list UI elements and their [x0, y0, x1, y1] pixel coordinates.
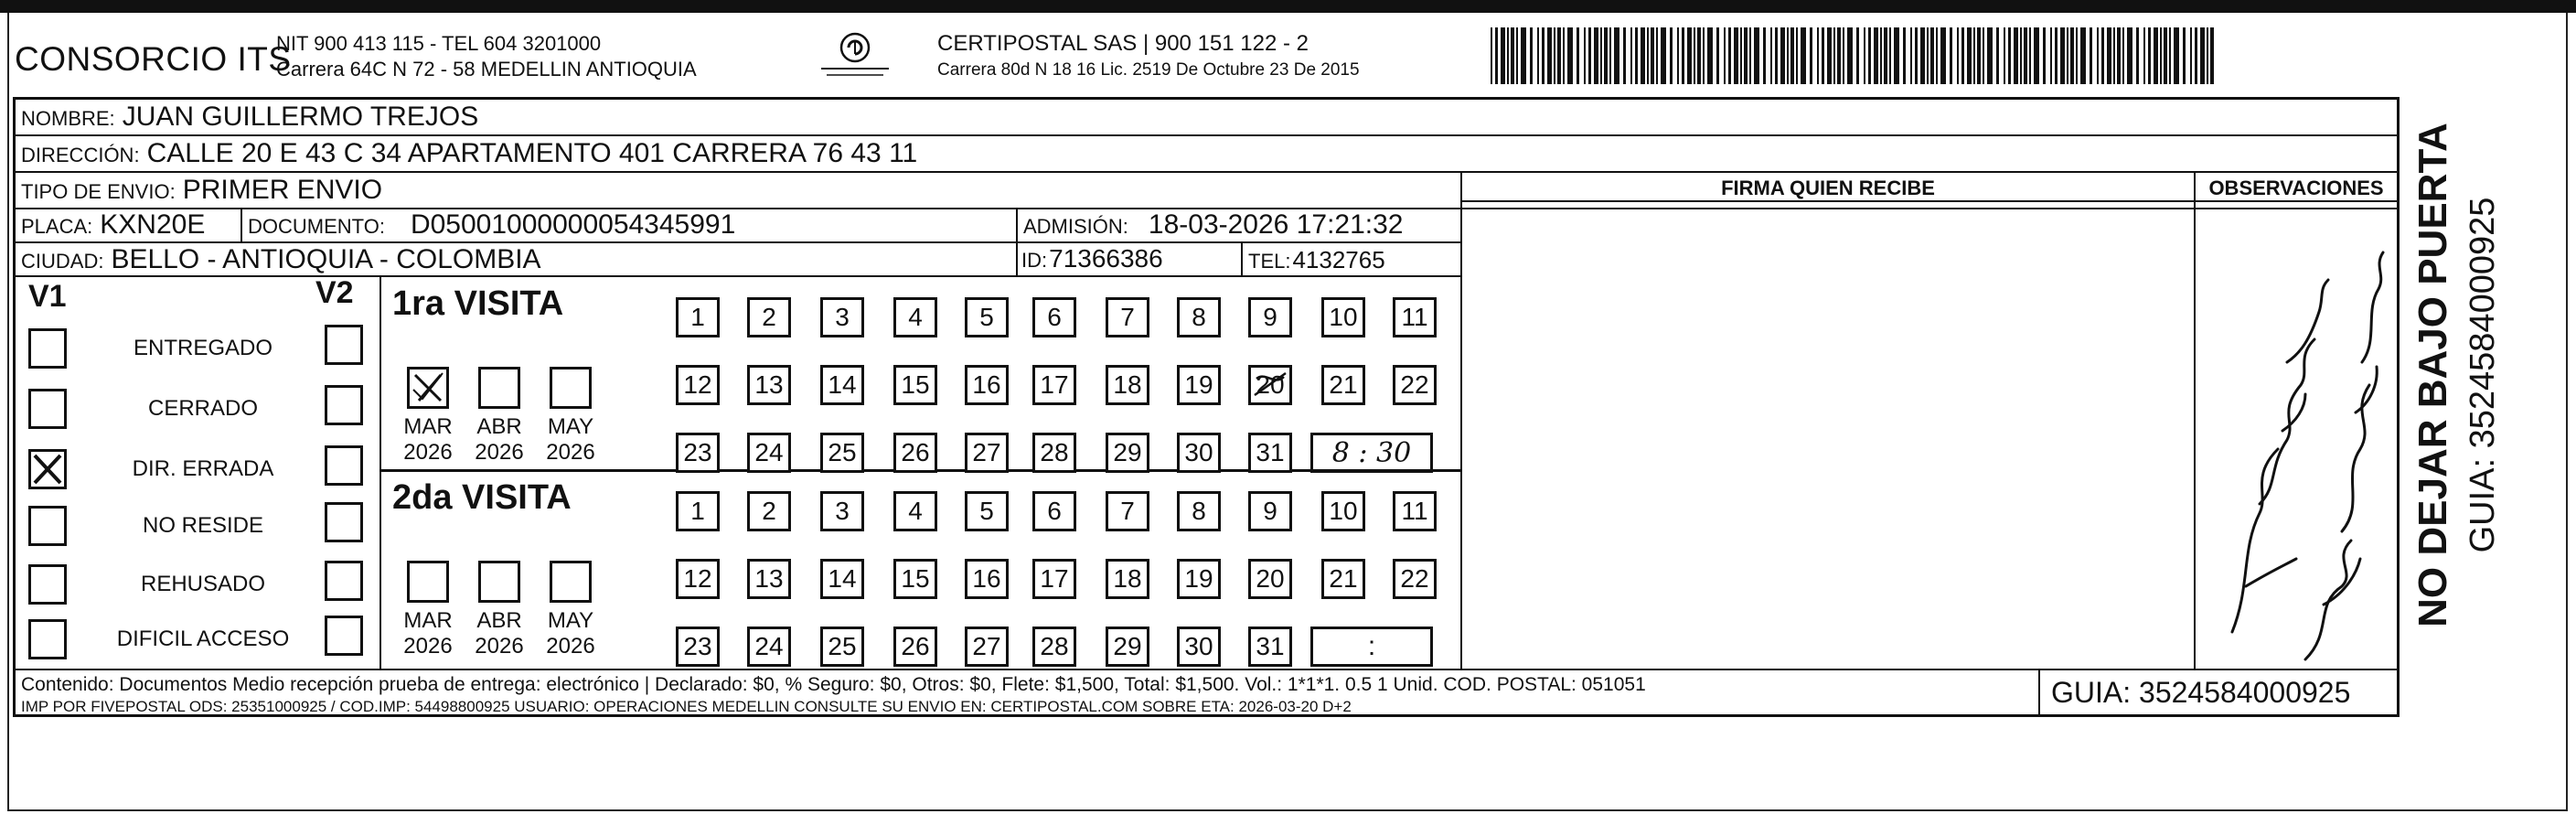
barcode-bar — [1744, 27, 1748, 84]
barcode-bar — [1651, 27, 1654, 84]
month-year: 2026 — [475, 440, 524, 465]
barcode-bar — [1501, 27, 1505, 84]
barcode-bar — [2034, 27, 2039, 84]
visit-1-day-19[interactable]: 19 — [1177, 365, 1221, 405]
barcode-bar — [1547, 27, 1552, 84]
barcode-bar — [1682, 27, 1684, 84]
barcode-bar — [1780, 27, 1785, 84]
visit-2-day-16[interactable]: 16 — [965, 559, 1009, 599]
visit-1-day-12[interactable]: 12 — [676, 365, 720, 405]
visit-1-day-27[interactable]: 27 — [965, 433, 1009, 473]
visit-1-day-7[interactable]: 7 — [1106, 297, 1149, 337]
barcode-bar — [1827, 27, 1832, 84]
visit-1-day-23[interactable]: 23 — [676, 433, 720, 473]
barcode-bar — [1661, 27, 1666, 84]
barcode-bar — [1763, 27, 1766, 84]
visit-2-day-6[interactable]: 6 — [1032, 491, 1076, 531]
visit-2-day-31[interactable]: 31 — [1248, 627, 1292, 667]
visit-1-day-5[interactable]: 5 — [965, 297, 1009, 337]
barcode-bar — [1983, 27, 1984, 84]
barcode-bar — [1903, 27, 1906, 84]
carrier-line-1: CERTIPOSTAL SAS | 900 151 122 - 2 — [937, 31, 1309, 56]
visit-2-day-30[interactable]: 30 — [1177, 627, 1221, 667]
barcode-bar — [2154, 27, 2158, 84]
visit-1-day-25[interactable]: 25 — [820, 433, 864, 473]
visit-2-day-20[interactable]: 20 — [1248, 559, 1292, 599]
barcode-bar — [1874, 27, 1878, 84]
id-value: 71366386 — [1049, 244, 1163, 273]
visit-2-day-19[interactable]: 19 — [1177, 559, 1221, 599]
visit-2-day-5[interactable]: 5 — [965, 491, 1009, 531]
barcode-bar — [2101, 27, 2104, 84]
barcode-bar — [1856, 27, 1859, 84]
tipo-envio-value: PRIMER ENVIO — [182, 175, 383, 205]
status-label: DIFICIL ACCESO — [116, 627, 290, 651]
barcode-bar — [1894, 27, 1899, 84]
barcode-bar — [1670, 27, 1673, 84]
visit-1-month-label — [467, 414, 531, 466]
visit-2-month-checkbox-mar[interactable] — [407, 561, 449, 603]
barcode-bar — [1915, 27, 1918, 84]
visit-1-day-24[interactable]: 24 — [747, 433, 791, 473]
barcode-bar — [2067, 27, 2068, 84]
visit-2-day-1[interactable]: 1 — [676, 491, 720, 531]
visit-1-day-21[interactable]: 21 — [1321, 365, 1365, 405]
barcode-bar — [1977, 27, 1981, 84]
visit-2-day-7[interactable]: 7 — [1106, 491, 1149, 531]
barcode-bar — [1775, 27, 1778, 84]
direccion-value: CALLE 20 E 43 C 34 APARTAMENTO 401 CARRERA 76 43 11 — [146, 138, 918, 168]
month-year: 2026 — [546, 634, 595, 659]
barcode-bar — [1677, 27, 1679, 84]
month-name: MAR — [403, 608, 453, 633]
visit-2-time-field[interactable]: : — [1310, 627, 1433, 667]
admision-value: 18-03-2026 17:21:32 — [1148, 209, 1404, 240]
visit-2-day-4[interactable]: 4 — [893, 491, 937, 531]
v1-header: V1 — [28, 279, 67, 314]
barcode-bar — [2143, 27, 2145, 84]
visit-2-month-checkbox-may[interactable] — [550, 561, 592, 603]
barcode-bar — [1647, 27, 1649, 84]
barcode-bar — [1530, 27, 1533, 84]
documento-value: D05001000000054345991 — [410, 209, 736, 240]
v1-checkbox-rehusado[interactable] — [28, 564, 67, 605]
barcode-bar — [1623, 27, 1626, 84]
visit-1-day-14[interactable]: 14 — [820, 365, 864, 405]
barcode-bar — [1694, 27, 1695, 84]
firma-column-header: FIRMA QUIEN RECIBE — [1721, 177, 1935, 199]
visit-2-day-9[interactable]: 9 — [1248, 491, 1292, 531]
visit-2-month-label — [539, 608, 603, 659]
documento-label: DOCUMENTO: — [248, 215, 385, 238]
tel-label: TEL: — [1248, 250, 1291, 273]
visit-2-day-2[interactable]: 2 — [747, 491, 791, 531]
ciudad-label: CIUDAD: — [21, 250, 104, 273]
month-name: ABR — [476, 608, 522, 633]
barcode-bar — [1594, 27, 1598, 84]
barcode-bar — [1687, 27, 1692, 84]
visit-2-day-13[interactable]: 13 — [747, 559, 791, 599]
barcode-bar — [2070, 27, 2074, 84]
visit-1-day-17[interactable]: 17 — [1032, 365, 1076, 405]
visit-1-day-31[interactable]: 31 — [1248, 433, 1292, 473]
month-year: 2026 — [475, 634, 524, 659]
tel-value: 4132765 — [1292, 246, 1385, 273]
barcode-bar — [2055, 27, 2058, 84]
footer-guia: GUIA: 3524584000925 — [2051, 676, 2351, 709]
visit-1-day-3[interactable]: 3 — [820, 297, 864, 337]
visit-1-day-22[interactable]: 22 — [1393, 365, 1437, 405]
barcode-bar — [2024, 27, 2027, 84]
month-year: 2026 — [403, 634, 453, 659]
visit-1-day-11[interactable]: 11 — [1393, 297, 1437, 337]
day-number: 20 — [1256, 370, 1285, 399]
barcode-bar — [1630, 27, 1632, 84]
barcode-bar — [2014, 27, 2018, 84]
barcode-bar — [1600, 27, 1602, 84]
barcode-bar — [1697, 27, 1701, 84]
barcode-bar — [1542, 27, 1545, 84]
visit-1-month-checkbox-may[interactable] — [550, 367, 592, 409]
barcode-bar — [1656, 27, 1658, 84]
status-label: CERRADO — [147, 396, 258, 421]
visit-2-day-29[interactable]: 29 — [1106, 627, 1149, 667]
visit-2-day-27[interactable]: 27 — [965, 627, 1009, 667]
visit-1-day-20[interactable] — [1248, 365, 1292, 405]
barcode-bar — [1868, 27, 1871, 84]
barcode-bar — [1837, 27, 1841, 84]
visit-2-day-22[interactable]: 22 — [1393, 559, 1437, 599]
visit-2-day-25[interactable]: 25 — [820, 627, 864, 667]
tracking-barcode — [1491, 27, 2222, 84]
barcode-bar — [1734, 27, 1738, 84]
placa-label: PLACA: — [21, 215, 93, 238]
barcode-bar — [1910, 27, 1912, 84]
barcode-bar — [1563, 27, 1565, 84]
barcode-bar — [1584, 27, 1586, 84]
barcode-bar — [1957, 27, 1959, 84]
barcode-bar — [1884, 27, 1887, 84]
barcode-bar — [2043, 27, 2046, 84]
company-line-2: Carrera 64C N 72 - 58 MEDELLIN ANTIOQUIA — [276, 58, 697, 80]
barcode-bar — [2190, 27, 2192, 84]
visit-2-day-17[interactable]: 17 — [1032, 559, 1076, 599]
barcode-bar — [1847, 27, 1853, 84]
visit-2-day-24[interactable]: 24 — [747, 627, 791, 667]
barcode-bar — [1609, 27, 1611, 84]
barcode-bar — [1833, 27, 1835, 84]
barcode-bar — [1516, 27, 1518, 84]
company-line-1: NIT 900 413 115 - TEL 604 3201000 — [276, 32, 602, 55]
month-year: 2026 — [403, 440, 453, 465]
barcode-bar — [2008, 27, 2011, 84]
v1-checkbox-no-reside[interactable] — [28, 506, 67, 546]
barcode-bar — [1754, 27, 1759, 84]
barcode-bar — [1521, 27, 1526, 84]
barcode-bar — [1770, 27, 1772, 84]
visit-2-day-12[interactable]: 12 — [676, 559, 720, 599]
barcode-bar — [1996, 27, 1999, 84]
barcode-bar — [1557, 27, 1561, 84]
v1-checkbox-cerrado[interactable] — [28, 389, 67, 429]
barcode-bar — [1936, 27, 1938, 84]
signature-area[interactable] — [1462, 202, 2194, 669]
barcode-bar — [1641, 27, 1645, 84]
certipostal-logo — [814, 27, 896, 84]
status-label: NO RESIDE — [142, 513, 264, 538]
nombre-value: JUAN GUILLERMO TREJOS — [122, 102, 479, 132]
v2-checkbox-no-reside[interactable] — [325, 502, 363, 542]
observaciones-handwriting — [2196, 202, 2397, 669]
barcode-bar — [1740, 27, 1742, 84]
barcode-bar — [1817, 27, 1819, 84]
barcode-bar — [1604, 27, 1608, 84]
barcode-bar — [2060, 27, 2065, 84]
barcode-bar — [1716, 27, 1719, 84]
barcode-bar — [1614, 27, 1619, 84]
side-guia: GUIA: 3524584000925 — [2464, 197, 2502, 553]
v1-checkbox-dificil-acceso[interactable] — [28, 619, 67, 659]
visit-1-title: 1ra VISITA — [392, 284, 564, 323]
barcode-bar — [2117, 27, 2121, 84]
barcode-bar — [2050, 27, 2052, 84]
barcode-bar — [2029, 27, 2031, 84]
barcode-bar — [1537, 27, 1539, 84]
barcode-bar — [1724, 27, 1726, 84]
barcode-bar — [1889, 27, 1891, 84]
barcode-bar — [1927, 27, 1929, 84]
barcode-bar — [2207, 27, 2208, 84]
brand-name: CONSORCIO ITS — [15, 40, 292, 78]
barcode-bar — [1588, 27, 1591, 84]
barcode-bar — [2160, 27, 2162, 84]
v2-checkbox-cerrado[interactable] — [325, 385, 363, 425]
status-label: ENTREGADO — [133, 336, 273, 360]
month-name: MAY — [547, 414, 594, 439]
barcode-bar — [2164, 27, 2167, 84]
v2-checkbox-dir-errada[interactable] — [325, 445, 363, 486]
barcode-bar — [1810, 27, 1812, 84]
barcode-bar — [1703, 27, 1705, 84]
admision-label: ADMISIÓN: — [1023, 215, 1128, 238]
visit-2-day-21[interactable]: 21 — [1321, 559, 1365, 599]
month-name: ABR — [476, 414, 522, 439]
barcode-bar — [2200, 27, 2205, 84]
barcode-bar — [2127, 27, 2132, 84]
delivery-form — [13, 97, 2400, 717]
barcode-bar — [2080, 27, 2086, 84]
visit-1-day-15[interactable]: 15 — [893, 365, 937, 405]
month-name: MAY — [547, 608, 594, 633]
visit-1-day-16[interactable]: 16 — [965, 365, 1009, 405]
visit-2-month-label — [467, 608, 531, 659]
barcode-bar — [2107, 27, 2111, 84]
barcode-bar — [2169, 27, 2171, 84]
direccion-label: DIRECCIÓN: — [21, 144, 140, 166]
visit-2-day-8[interactable]: 8 — [1177, 491, 1221, 531]
barcode-bar — [2097, 27, 2099, 84]
barcode-bar — [2195, 27, 2197, 84]
barcode-bar — [1491, 27, 1492, 84]
visit-2-day-28[interactable]: 28 — [1032, 627, 1076, 667]
visit-1-month-label — [539, 414, 603, 466]
placa-value: KXN20E — [100, 209, 206, 240]
barcode-bar — [1864, 27, 1865, 84]
barcode-bar — [2210, 27, 2214, 84]
barcode-bar — [1635, 27, 1638, 84]
nombre-label: NOMBRE: — [21, 107, 115, 130]
barcode-bar — [1749, 27, 1751, 84]
day-mark-scribble — [1251, 368, 1289, 409]
barcode-bar — [1940, 27, 1946, 84]
barcode-bar — [1973, 27, 1975, 84]
visit-1-day-18[interactable]: 18 — [1106, 365, 1149, 405]
barcode-bar — [2136, 27, 2139, 84]
barcode-bar — [1511, 27, 1514, 84]
visit-1-day-9[interactable]: 9 — [1248, 297, 1292, 337]
v1-checkbox-dir-errada[interactable] — [28, 449, 67, 489]
visit-1-day-30[interactable]: 30 — [1177, 433, 1221, 473]
barcode-bar — [2076, 27, 2078, 84]
barcode-bar — [1790, 27, 1794, 84]
visit-1-month-checkbox-mar[interactable] — [407, 367, 449, 409]
barcode-bar — [1495, 27, 1498, 84]
barcode-bar — [1707, 27, 1713, 84]
visit-2-day-15[interactable]: 15 — [893, 559, 937, 599]
visit-1-day-6[interactable]: 6 — [1032, 297, 1076, 337]
barcode-bar — [2183, 27, 2186, 84]
carrier-line-2: Carrera 80d N 18 16 Lic. 2519 De Octubre 23 De 2015 — [937, 60, 1360, 80]
barcode-bar — [2113, 27, 2115, 84]
barcode-bar — [2174, 27, 2179, 84]
barcode-bar — [1880, 27, 1882, 84]
visit-1-day-13[interactable]: 13 — [747, 365, 791, 405]
barcode-bar — [1507, 27, 1509, 84]
visit-2-day-11[interactable]: 11 — [1393, 491, 1437, 531]
top-edge-bar — [0, 0, 2576, 13]
visit-1-day-1[interactable]: 1 — [676, 297, 720, 337]
barcode-bar — [2004, 27, 2005, 84]
status-label: REHUSADO — [140, 572, 266, 596]
visit-2-day-3[interactable]: 3 — [820, 491, 864, 531]
id-label: ID: — [1021, 249, 1048, 272]
visit-1-day-8[interactable]: 8 — [1177, 297, 1221, 337]
no-dejar-bajo-puerta: NO DEJAR BAJO PUERTA — [2410, 123, 2455, 627]
barcode-bar — [1843, 27, 1844, 84]
visit-1-time-field[interactable]: 8 : 30 — [1310, 433, 1433, 473]
visit-2-day-14[interactable]: 14 — [820, 559, 864, 599]
visit-2-month-label — [396, 608, 460, 659]
tipo-envio-label: TIPO DE ENVIO: — [21, 180, 176, 203]
visit-1-day-26[interactable]: 26 — [893, 433, 937, 473]
barcode-bar — [1728, 27, 1731, 84]
barcode-bar — [1987, 27, 1993, 84]
visit-1-day-4[interactable]: 4 — [893, 297, 937, 337]
barcode-bar — [1822, 27, 1824, 84]
side-vertical-text — [2410, 110, 2520, 640]
visit-2-day-18[interactable]: 18 — [1106, 559, 1149, 599]
visit-1-day-2[interactable]: 2 — [747, 297, 791, 337]
v2-checkbox-entregado[interactable] — [325, 325, 363, 365]
barcode-bar — [1967, 27, 1972, 84]
visit-2-month-checkbox-abr[interactable] — [478, 561, 520, 603]
visit-2-day-26[interactable]: 26 — [893, 627, 937, 667]
barcode-bar — [1554, 27, 1555, 84]
barcode-bar — [1577, 27, 1579, 84]
barcode-bar — [1920, 27, 1925, 84]
barcode-bar — [1930, 27, 1934, 84]
v2-checkbox-rehusado[interactable] — [325, 561, 363, 601]
month-year: 2026 — [546, 440, 595, 465]
barcode-bar — [1796, 27, 1798, 84]
barcode-bar — [1801, 27, 1806, 84]
barcode-bar — [2148, 27, 2151, 84]
barcode-bar — [1950, 27, 1952, 84]
v1-checkbox-entregado[interactable] — [28, 328, 67, 369]
visit-1-month-checkbox-abr[interactable] — [478, 367, 520, 409]
barcode-bar — [2020, 27, 2022, 84]
barcode-bar — [1961, 27, 1964, 84]
visit-1-day-10[interactable]: 10 — [1321, 297, 1365, 337]
v2-header: V2 — [315, 275, 354, 310]
month-name: MAR — [403, 414, 453, 439]
visit-2-title: 2da VISITA — [392, 478, 572, 517]
barcode-bar — [1787, 27, 1789, 84]
barcode-bar — [2090, 27, 2092, 84]
visit-1-month-label — [396, 414, 460, 466]
status-label: DIR. ERRADA — [132, 456, 274, 481]
footer-contenido: Contenido: Documentos Medio recepción prueba de entrega: electrónico | Declarado: $0, % Seguro: $0, Otros: $0, Flete: $1,500, Total: $1,500. Vol.: 1*1*1. 0.5 1 Unid. COD. POSTAL: 051051 — [21, 674, 1646, 695]
visit-1-day-28[interactable]: 28 — [1032, 433, 1076, 473]
visit-2-day-10[interactable]: 10 — [1321, 491, 1365, 531]
visit-1-day-29[interactable]: 29 — [1106, 433, 1149, 473]
v2-checkbox-dificil-acceso[interactable] — [325, 616, 363, 656]
barcode-bar — [2122, 27, 2124, 84]
barcode-bar — [1567, 27, 1573, 84]
observaciones-column-header: OBSERVACIONES — [2208, 177, 2384, 199]
visit-2-day-23[interactable]: 23 — [676, 627, 720, 667]
ciudad-value: BELLO - ANTIOQUIA - COLOMBIA — [111, 244, 541, 274]
footer-impresion: IMP POR FIVEPOSTAL ODS: 25351000925 / COD.IMP: 54498800925 USUARIO: OPERACIONES MEDELLIN CONSULTE SU ENVIO EN: CERTIPOSTAL.COM SOBRE ETA: 2026-03-20 D+2 — [21, 698, 1352, 715]
